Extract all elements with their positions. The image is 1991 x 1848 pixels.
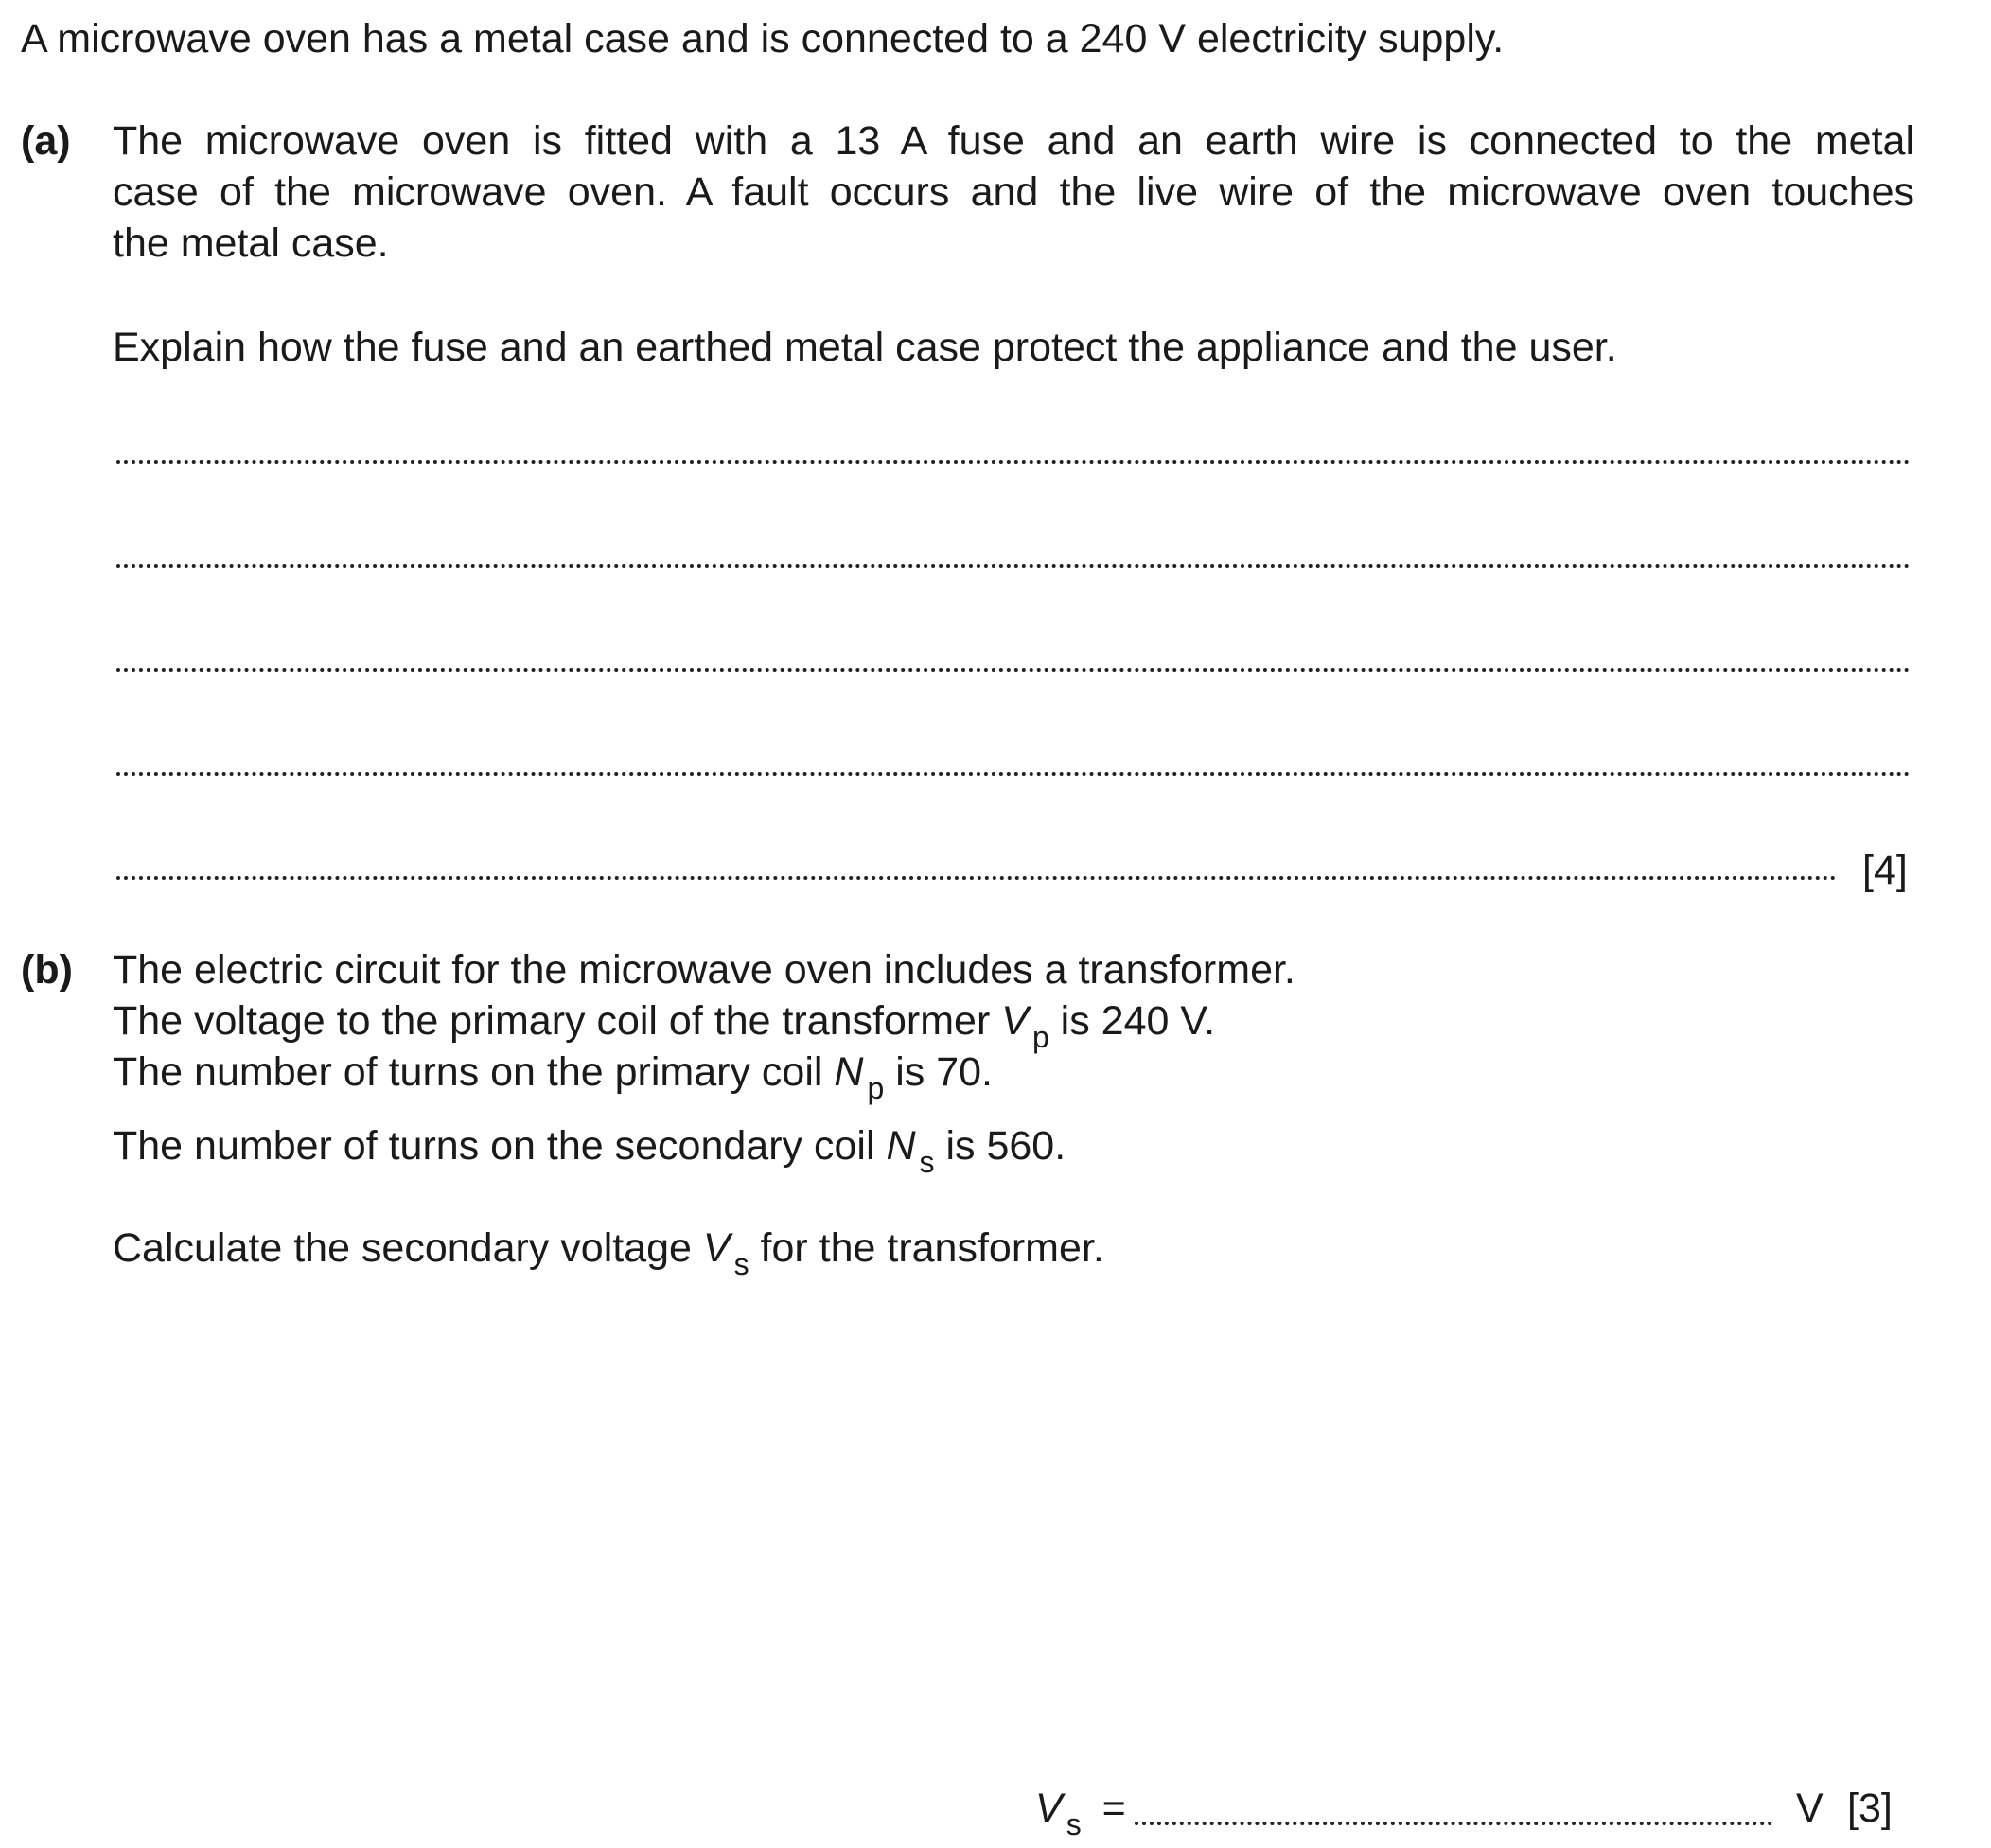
part-b-label: (b) xyxy=(21,947,73,993)
np-symbol: N xyxy=(834,1049,864,1095)
intro-text: A microwave oven has a metal case and is connected to a 240 V electricity supply. xyxy=(21,16,1505,62)
ns-symbol: N xyxy=(886,1123,916,1169)
part-a-stem-line-1: The microwave oven is fitted with a 13 A fuse and an earth wire is connected to the metal xyxy=(113,118,1914,164)
part-b-line-4-value: is 560. xyxy=(934,1123,1066,1169)
vs-unit: V xyxy=(1796,1786,1824,1831)
part-b-line-4 xyxy=(113,1120,1066,1179)
answer-line-5[interactable] xyxy=(116,876,1837,880)
part-b-question xyxy=(113,1223,1104,1281)
vp-symbol: V xyxy=(1001,998,1029,1044)
part-b-line-2 xyxy=(113,995,1216,1054)
part-a-question: Explain how the fuse and an earthed metal case protect the appliance and the user. xyxy=(113,325,1617,370)
ns-subscript: s xyxy=(919,1145,935,1179)
part-b-line-4-text: The number of turns on the secondary coil xyxy=(113,1123,887,1169)
part-a-stem-line-2: case of the microwave oven. A fault occurs and the live wire of the microwave oven touches xyxy=(113,169,1914,215)
part-b-question-tail: for the transformer. xyxy=(749,1225,1104,1271)
part-a-label: (a) xyxy=(21,118,71,164)
answer-line-1[interactable] xyxy=(116,460,1911,464)
part-b-line-1: The electric circuit for the microwave oven includes a transformer. xyxy=(113,947,1295,993)
part-b-line-3-value: is 70. xyxy=(884,1049,993,1095)
part-b-line-3-text: The number of turns on the primary coil xyxy=(113,1049,835,1095)
vs-answer-line[interactable] xyxy=(1135,1822,1772,1825)
vs-answer-label xyxy=(1035,1783,1126,1841)
part-b-line-3 xyxy=(113,1047,993,1105)
vs-subscript: s xyxy=(733,1247,749,1281)
vs-answer-symbol: V xyxy=(1035,1786,1063,1831)
answer-line-3[interactable] xyxy=(116,668,1911,672)
answer-line-2[interactable] xyxy=(116,564,1911,568)
vs-symbol: V xyxy=(702,1225,731,1271)
answer-line-4[interactable] xyxy=(116,772,1911,776)
vs-equals-sign: = xyxy=(1101,1786,1126,1831)
part-a-stem-line-3: the metal case. xyxy=(113,220,389,266)
part-b-question-text: Calculate the secondary voltage xyxy=(113,1225,703,1271)
part-b-line-2-text: The voltage to the primary coil of the transformer xyxy=(113,998,1002,1044)
part-a-marks: [4] xyxy=(1862,848,1908,893)
vs-answer-subscript: s xyxy=(1066,1807,1082,1841)
np-subscript: p xyxy=(867,1071,885,1105)
part-b-line-2-value: is 240 V. xyxy=(1048,998,1216,1044)
part-b-marks: [3] xyxy=(1847,1786,1893,1831)
vp-subscript: p xyxy=(1031,1020,1049,1054)
